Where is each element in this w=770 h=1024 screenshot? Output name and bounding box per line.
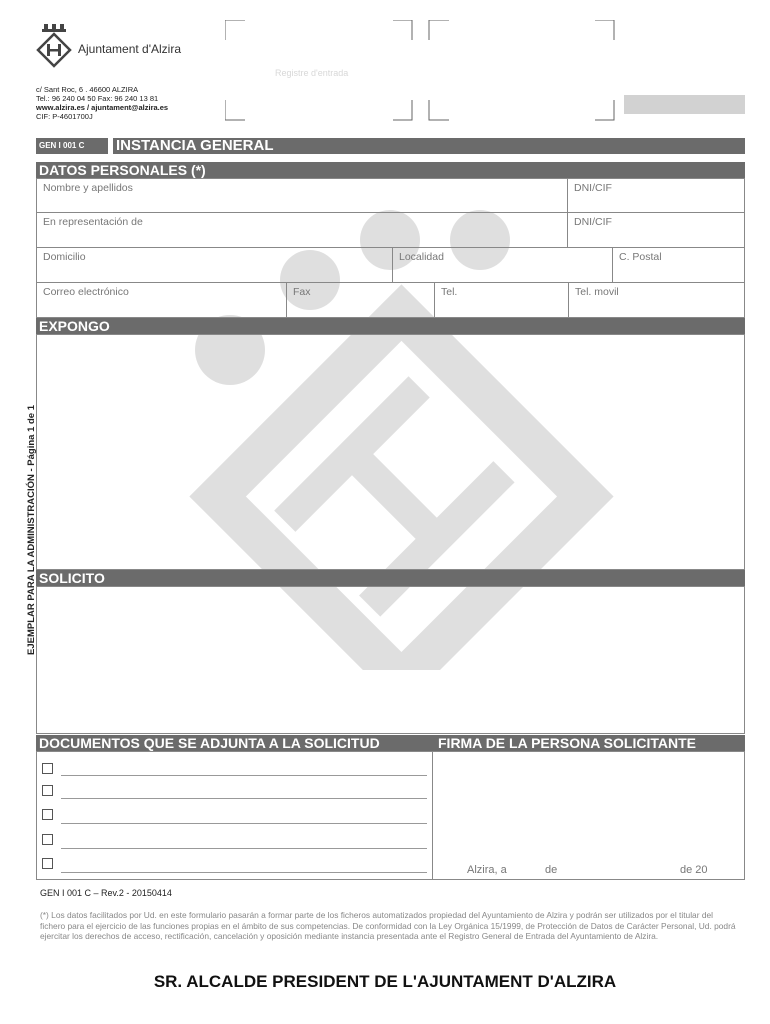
- expongo-textarea[interactable]: [36, 334, 745, 570]
- document-line-1[interactable]: [61, 775, 427, 776]
- address-block: [36, 85, 168, 121]
- representation-label: En representación de: [43, 216, 143, 228]
- domicile-label: Domicilio: [43, 251, 86, 263]
- document-checkbox-4[interactable]: [42, 834, 53, 845]
- representation-field[interactable]: [36, 212, 568, 248]
- address-phone: Tel.: 96 240 04 50 Fax: 96 240 13 81: [36, 94, 159, 103]
- document-line-3[interactable]: [61, 823, 427, 824]
- documents-heading: DOCUMENTOS QUE SE ADJUNTA A LA SOLICITUD: [39, 735, 380, 751]
- postal-code-label: C. Postal: [619, 251, 662, 263]
- domicile-field[interactable]: [36, 247, 393, 283]
- postal-code-field[interactable]: [612, 247, 745, 283]
- tel-field[interactable]: [434, 282, 569, 318]
- coat-of-arms-icon: [36, 24, 72, 68]
- signature-place: Alzira, a: [467, 864, 507, 876]
- address-street: c/ Sant Roc, 6 . 46600 ALZIRA: [36, 85, 139, 94]
- document-checkbox-5[interactable]: [42, 858, 53, 869]
- dni-label-1: DNI/CIF: [574, 182, 612, 194]
- data-protection-notice: (*) Los datos facilitados por Ud. en este formulario pasarán a formar parte de los ficheros automatizados propiedad del Ayuntamiento de Alzira y podrán ser utilizados por el titular del fichero para el ejercicio de las funciones propias en el ámbito de sus competencias. De conformidad con la Ley Orgánica 15/1999, de Protección de Datos de Carácter Personal, Ud. podrá ejercitar los derechos de acceso, rectificación, cancelación y oposición mediante instancia presentada ante el Registro General de Entrada del Ayuntamiento de Alzira.: [40, 910, 736, 941]
- signature-heading: FIRMA DE LA PERSONA SOLICITANTE: [438, 735, 696, 751]
- org-name: Ajuntament d'Alzira: [78, 42, 182, 56]
- locality-label: Localidad: [399, 251, 444, 263]
- mobile-label: Tel. movil: [575, 286, 619, 298]
- form-title: INSTANCIA GENERAL: [113, 138, 745, 154]
- address-web: www.alzira.es / ajuntament@alzira.es: [36, 103, 169, 112]
- solicito-textarea[interactable]: [36, 586, 745, 734]
- registry-number-box: [624, 95, 745, 114]
- signature-year: de 20: [680, 864, 708, 876]
- document-checkbox-1[interactable]: [42, 763, 53, 774]
- registry-stamp-area: [225, 20, 615, 125]
- name-field[interactable]: [36, 178, 568, 213]
- address-cif: CIF: P-4601700J: [36, 112, 93, 121]
- section-solicito: SOLICITO: [36, 570, 745, 586]
- form-code: GEN I 001 C: [36, 138, 108, 154]
- signature-box[interactable]: [432, 751, 745, 880]
- document-checkbox-2[interactable]: [42, 785, 53, 796]
- email-label: Correo electrónico: [43, 286, 129, 298]
- document-line-4[interactable]: [61, 848, 427, 849]
- fax-field[interactable]: [286, 282, 435, 318]
- locality-field[interactable]: [392, 247, 613, 283]
- document-checkbox-3[interactable]: [42, 809, 53, 820]
- signature-de: de: [545, 864, 558, 876]
- name-label: Nombre y apellidos: [43, 182, 133, 194]
- section-personal-data: DATOS PERSONALES (*): [36, 162, 745, 178]
- email-field[interactable]: [36, 282, 287, 318]
- dni-field-1[interactable]: [567, 178, 745, 213]
- side-copy-label: EJEMPLAR PARA LA ADMINISTRACIÓN - Página 1 de 1: [26, 404, 37, 655]
- dni-label-2: DNI/CIF: [574, 216, 612, 228]
- section-expongo: EXPONGO: [36, 318, 745, 334]
- document-line-5[interactable]: [61, 872, 427, 873]
- document-line-2[interactable]: [61, 798, 427, 799]
- section-documents-signature: [36, 735, 745, 751]
- documents-list: [36, 751, 433, 880]
- form-revision: GEN I 001 C – Rev.2 - 20150414: [40, 888, 172, 898]
- tel-label: Tel.: [441, 286, 458, 298]
- mobile-field[interactable]: [568, 282, 745, 318]
- dni-field-2[interactable]: [567, 212, 745, 248]
- municipal-logo: [36, 24, 186, 74]
- fax-label: Fax: [293, 286, 311, 298]
- registry-label: Registre d'entrada: [275, 68, 349, 78]
- addressee: SR. ALCALDE PRESIDENT DE L'AJUNTAMENT D'ALZIRA: [153, 972, 617, 991]
